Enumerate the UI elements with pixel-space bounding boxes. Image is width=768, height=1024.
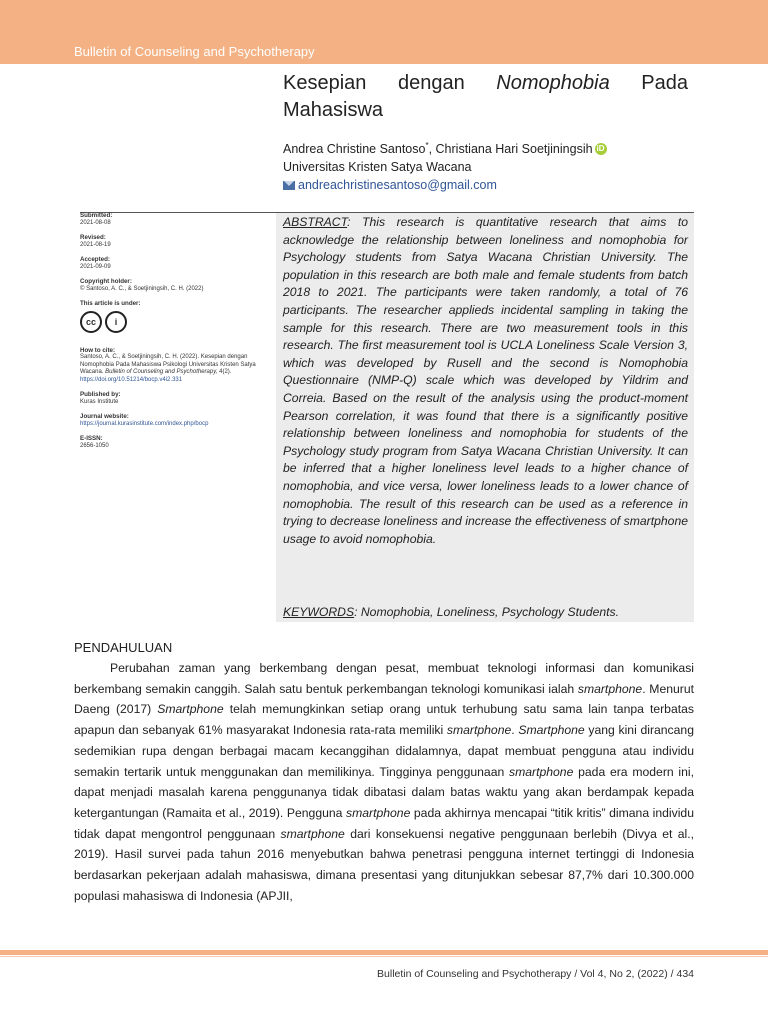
keywords: [283, 605, 688, 619]
submitted-label: Submitted:: [80, 212, 113, 219]
revised-block: [80, 234, 272, 249]
footer-band: [0, 950, 768, 955]
affiliation: Universitas Kristen Satya Wacana: [283, 160, 472, 174]
footer-divider: [0, 956, 768, 957]
submitted-date: 2021-08-08: [80, 219, 111, 226]
abstract-body: : This research is quantitative research that aims to acknowledge the relationship between loneliness and nomophobia for Psychology students from Satya Wacana Christian University. The population in this research are both male and female students from batch 2018 to 2021. The participants were taken randomly, a total of 76 participants. The researcher applieds incidental sampling in taking the sample for this research. There are two measurement tools in this research. The first measurement tool is UCLA Loneliness Scale Version 3, which was developed by Rusell and the second is Nomophobia Questionnaire (NMP-Q) scale which was developed by Yildrim and Correia. Based on the result of the analysis using the product-moment Pearson correlation, it was found that there is a significantly positive relationship between loneliness and nomophobia for students of the Psychology study program from Satya Wacana Christian University. It can be inferred that a higher loneliness level leads to a higher chance of nomophobia, and vice versa, lower loneliness leads to a lower chance of nomophobia. The result of this research can be used as a reference in trying to decrease loneliness and increase the effectiveness of smartphone usage to avoid nomophobia.: [283, 215, 688, 546]
website-block: [80, 413, 272, 428]
cite-label: How to cite:: [80, 346, 116, 354]
publisher-block: [80, 391, 272, 406]
cite-block: [80, 347, 272, 385]
article-title: [283, 70, 688, 124]
orcid-icon[interactable]: iD: [596, 144, 605, 154]
title-italic: Nomophobia: [496, 72, 610, 94]
eissn-block: [80, 435, 272, 450]
intro-body: [74, 658, 694, 906]
title-part1: Kesepian dengan: [283, 72, 497, 94]
title-part2: Pada: [609, 72, 689, 94]
accepted-date: 2021-09-09: [80, 263, 111, 270]
cc-icon: cc: [80, 311, 102, 333]
keywords-label: KEYWORDS: [283, 605, 355, 619]
cite-text: [80, 354, 272, 384]
website-link[interactable]: https://journal.kurasinstitute.com/index.php/bocp: [80, 420, 209, 427]
copyright-block: [80, 278, 272, 293]
abstract: [283, 214, 688, 548]
cite-reference: Santoso, A. C., & Soetjiningsih, C. H. (2022). Kesepian dengan Nomophobia Pada Mahasiswa Psikologi Universitas Kristen Satya Wacana.: [80, 354, 256, 375]
publisher: Kuras Institute: [80, 398, 119, 405]
cite-volume: 4(2).: [219, 369, 232, 375]
title-line2: Mahasiswa: [283, 99, 384, 121]
article-info-sidebar: [80, 212, 272, 457]
section-heading: PENDAHULUAN: [74, 640, 173, 655]
eissn: 2656-1050: [80, 442, 109, 449]
accepted-label: Accepted:: [80, 256, 110, 263]
author-list: [283, 141, 607, 156]
license-label: This article is under:: [80, 300, 141, 307]
copyright-holder: © Santoso, A. C., & Soetjiningsih, C. H. (2022): [80, 285, 204, 292]
abstract-label: ABSTRACT: [283, 215, 348, 229]
by-attribution-icon: i: [105, 311, 127, 333]
mail-icon: [283, 181, 295, 190]
corresponding-mark: *: [425, 141, 429, 150]
email-row: [283, 178, 497, 192]
accepted-block: [80, 256, 272, 271]
revised-label: Revised:: [80, 234, 106, 241]
footer-citation: Bulletin of Counseling and Psychotherapy / Vol 4, No 2, (2022) / 434: [377, 968, 694, 980]
submitted-block: [80, 212, 272, 227]
revised-date: 2021-08-19: [80, 241, 111, 248]
copyright-label: Copyright holder:: [80, 278, 132, 285]
eissn-label: E-ISSN:: [80, 435, 103, 442]
email-link[interactable]: andreachristinesantoso@gmail.com: [298, 178, 497, 192]
doi-link[interactable]: https://doi.org/10.51214/bocp.v4i2.331: [80, 376, 183, 383]
author-1: Andrea Christine Santoso: [283, 142, 426, 157]
website-label: Journal website:: [80, 413, 129, 420]
cite-journal: Bulletin of Counseling and Psychotherapy,: [105, 369, 218, 375]
publisher-label: Published by:: [80, 391, 121, 398]
intro-paragraph: Perubahan zaman yang berkembang dengan pesat, membuat teknologi informasi dan komunikasi berkembang semakin canggih. Salah satu bentuk perkembangan teknologi komunikasi ialah smartphone. Menurut Daeng (2017) Smartphone telah memungkinkan setiap orang untuk terhubung satu sama lain tanpa terbatas apapun dan sebanyak 61% masyarakat Indonesia rata-rata memiliki smartphone. Smartphone yang kini dirancang sedemikian rupa dengan berbagai macam kecanggihan didalamnya, dapat membuat pengguna atau individu semakin tertarik untuk menggunakan dan memilikinya. Tingginya penggunaan smartphone pada era modern ini, dapat menjadi masalah karena penggunanya tidak dibatasi dalam batas waktu yang akan berdampak kepada ketergantungan (Ramaita et al., 2019). Pengguna smartphone pada akhirnya mencapai “titik kritis” dimana individu tidak dapat mengontrol penggunaan smartphone dari konsekuensi negative penggunaan berlebih (Divya et al., 2019). Hasil survei pada tahun 2016 menyebutkan bahwa penetrasi pengguna internet tertinggi di Indonesia berdasarkan pekerjaan adalah mahasiswa, dimana presentasi yang ditunjukkan sebesar 87,7% dari 10.300.000 populasi mahasiswa di Indonesia (APJII,: [74, 661, 695, 903]
author-2: , Christiana Hari Soetjiningsih: [428, 142, 593, 157]
license-badges[interactable]: [80, 311, 272, 333]
keywords-list: : Nomophobia, Loneliness, Psychology Students.: [354, 605, 620, 619]
license-block: [80, 300, 272, 333]
journal-name: Bulletin of Counseling and Psychotherapy: [74, 44, 315, 59]
